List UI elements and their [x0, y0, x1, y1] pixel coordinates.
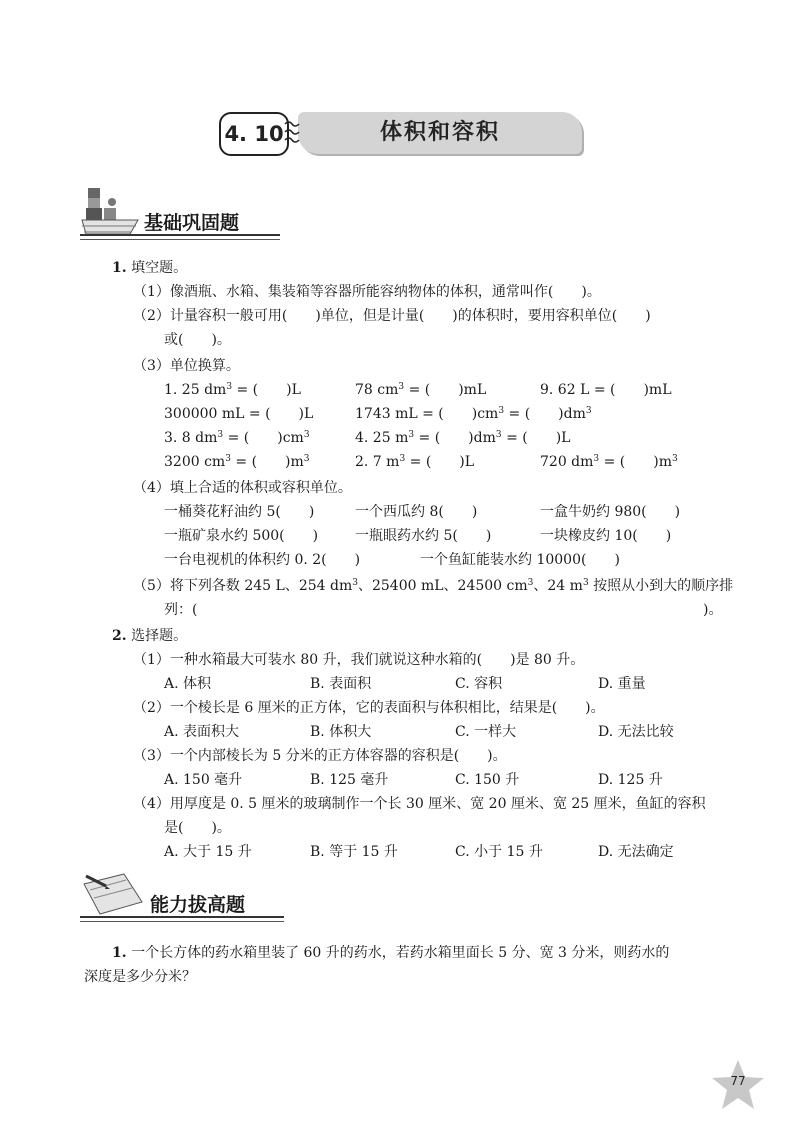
choice-option: D. 125 升: [598, 772, 663, 788]
conversion-item: 9. 62 L = ( )mL: [540, 382, 672, 398]
advanced-question-1: [112, 943, 669, 963]
advanced-question-1-cont: 深度是多少分米？: [84, 969, 196, 985]
choice-option: B. 等于 15 升: [310, 844, 398, 860]
question-number: 1.: [112, 945, 127, 961]
choice-stem: （3）一个内部棱长为 5 分米的正方体容器的容积是( )。: [133, 748, 507, 764]
unit-item: 一块橡皮约 10( ): [540, 528, 672, 544]
section-basic-title: 基础巩固题: [144, 212, 240, 234]
notebook-pencil-icon: [80, 870, 146, 920]
section-underline: [80, 239, 280, 240]
choice-option: C. 150 升: [455, 772, 520, 788]
question-number: 2.: [112, 628, 127, 644]
choice-option: B. 125 毫升: [310, 772, 389, 788]
choice-stem-cont: 是( )。: [164, 820, 231, 836]
question-label: 选择题。: [131, 628, 188, 644]
unit-item: 一瓶矿泉水约 500( ): [164, 528, 319, 544]
question-1-part-5-answer-open: 列：(: [164, 602, 198, 618]
conversion-item: 720 $dm^3$ = ( )$m^3$: [540, 454, 678, 470]
wave-icon: [284, 118, 300, 146]
section-underline: [80, 921, 284, 922]
conversion-item: 78 $cm^3$ = ( )mL: [355, 382, 487, 398]
question-1-part-3: （3）单位换算。: [133, 358, 240, 374]
conversion-item: 3. 8 $dm^3$ = ( )$cm^3$: [164, 430, 310, 446]
section-advanced-title: 能力拔高题: [150, 894, 246, 916]
question-1-heading: [112, 258, 187, 278]
conversion-item: 3200 $cm^3$ = ( )$m^3$: [164, 454, 310, 470]
choice-option: D. 无法确定: [598, 844, 674, 860]
question-1-part-5: （5）将下列各数 245 L、254 $dm^3$、25400 mL、24500 $cm^3$、24 $m^3$ 按照从小到大的顺序排: [133, 578, 734, 594]
question-text: 一个长方体的药水箱里装了 60 升的药水，若药水箱里面长 5 分、宽 3 分米，则药水的: [131, 945, 670, 961]
question-1-part-4: （4）填上合适的体积或容积单位。: [133, 480, 352, 496]
choice-option: C. 容积: [455, 676, 503, 692]
choice-option: C. 小于 15 升: [455, 844, 543, 860]
section-underline: [80, 916, 284, 918]
question-label: 填空题。: [131, 260, 188, 276]
choice-option: D. 无法比较: [598, 724, 674, 740]
lesson-title: 体积和容积: [379, 120, 500, 145]
choice-option: A. 大于 15 升: [164, 844, 252, 860]
choice-option: D. 重量: [598, 676, 646, 692]
conversion-item: 4. 25 $m^3$ = ( )$dm^3$ = ( )L: [355, 430, 571, 446]
question-1-part-2-cont: 或( )。: [164, 332, 231, 348]
choice-option: C. 一样大: [455, 724, 517, 740]
conversion-item: 300000 mL = ( )L: [164, 406, 314, 422]
lesson-number: 4. 10: [219, 112, 289, 156]
choice-option: A. 体积: [164, 676, 212, 692]
choice-option: A. 150 毫升: [164, 772, 243, 788]
question-number: 1.: [112, 260, 127, 276]
choice-option: B. 表面积: [310, 676, 372, 692]
choice-stem: （4）用厚度是 0. 5 厘米的玻璃制作一个长 30 厘米、宽 20 厘米、宽 25 厘米，鱼缸的容积: [133, 796, 706, 812]
question-1-part-5-answer-close: )。: [703, 602, 723, 618]
conversion-item: 2. 7 $m^3$ = ( )L: [355, 454, 475, 470]
unit-item: 一盒牛奶约 980( ): [540, 504, 681, 520]
conversion-item: 1743 mL = ( )$cm^3$ = ( )$dm^3$: [355, 406, 592, 422]
page-number: 77: [730, 1074, 746, 1088]
question-1-part-1: （1）像酒瓶、水箱、集装箱等容器所能容纳物体的体积，通常叫作( )。: [133, 284, 601, 300]
unit-item: 一个西瓜约 8( ): [355, 504, 478, 520]
choice-option: A. 表面积大: [164, 724, 240, 740]
choice-stem: （2）一个棱长是 6 厘米的正方体，它的表面积与体积相比，结果是( )。: [133, 700, 605, 716]
unit-item: 一桶葵花籽油约 5( ): [164, 504, 315, 520]
unit-item: 一个鱼缸能装水约 10000( ): [420, 552, 620, 568]
question-2-heading: [112, 626, 187, 646]
question-1-part-2: （2）计量容积一般可用( )单位，但是计量( )的体积时，要用容积单位( ): [133, 308, 651, 324]
unit-item: 一瓶眼药水约 5( ): [355, 528, 492, 544]
choice-stem: （1）一种水箱最大可装水 80 升，我们就说这种水箱的( )是 80 升。: [133, 652, 585, 668]
unit-item: 一台电视机的体积约 0. 2( ): [164, 552, 361, 568]
conversion-item: 1. 25 $dm^3$ = ( )L: [164, 382, 301, 398]
choice-option: B. 体积大: [310, 724, 372, 740]
section-underline: [80, 234, 280, 236]
